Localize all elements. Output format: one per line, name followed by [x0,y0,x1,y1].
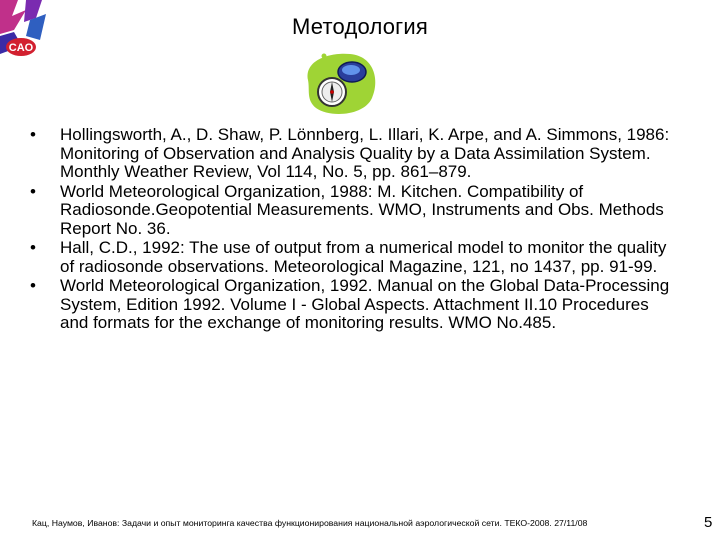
list-item [30,126,670,182]
logo-label: CAO [8,42,34,54]
list-item [30,277,670,333]
bullet: • [30,125,36,144]
bullet: • [30,238,36,257]
reference-text: Hollingsworth, A., D. Shaw, P. Lönnberg, L. Illari, K. Arpe, and A. Simmons, 1986: Monitoring of Observation and Analysis Quality by a Data Assimilation System. Monthly Weather Review, Vol 114, No. 5, pp. 861–879. [60,125,670,181]
page-number: 5 [704,514,713,531]
reference-text: World Meteorological Organization, 1992. Manual on the Global Data-Processing System, Edition 1992. Volume I - Global Aspects. Attachment II.10 Procedures and formats for the exchange of monitoring results. WMO No.485. [60,276,670,332]
reference-text: World Meteorological Organization, 1988: M. Kitchen. Compatibility of Radiosonde.Geopotential Measurements. WMO, Instruments and Obs. Methods Report No. 36. [60,181,664,238]
page-title: Методология [292,14,428,39]
reference-list [30,126,670,334]
reference-text: Hall, C.D., 1992: The use of output from a numerical model to monitor the quality of radiosonde observations. Meteorological Magazine, 121, no 1437, pp. 91-99. [60,238,667,276]
list-item [30,239,670,276]
footer-citation: Кац, Наумов, Иванов: Задачи и опыт мониторинга качества функционирования национальной аэрологической сети. ТЕКО-2008. 27/11/08 [32,518,588,528]
compass-icon [300,50,380,118]
bullet: • [30,181,36,201]
bullet: • [30,276,36,295]
list-item [30,183,670,239]
